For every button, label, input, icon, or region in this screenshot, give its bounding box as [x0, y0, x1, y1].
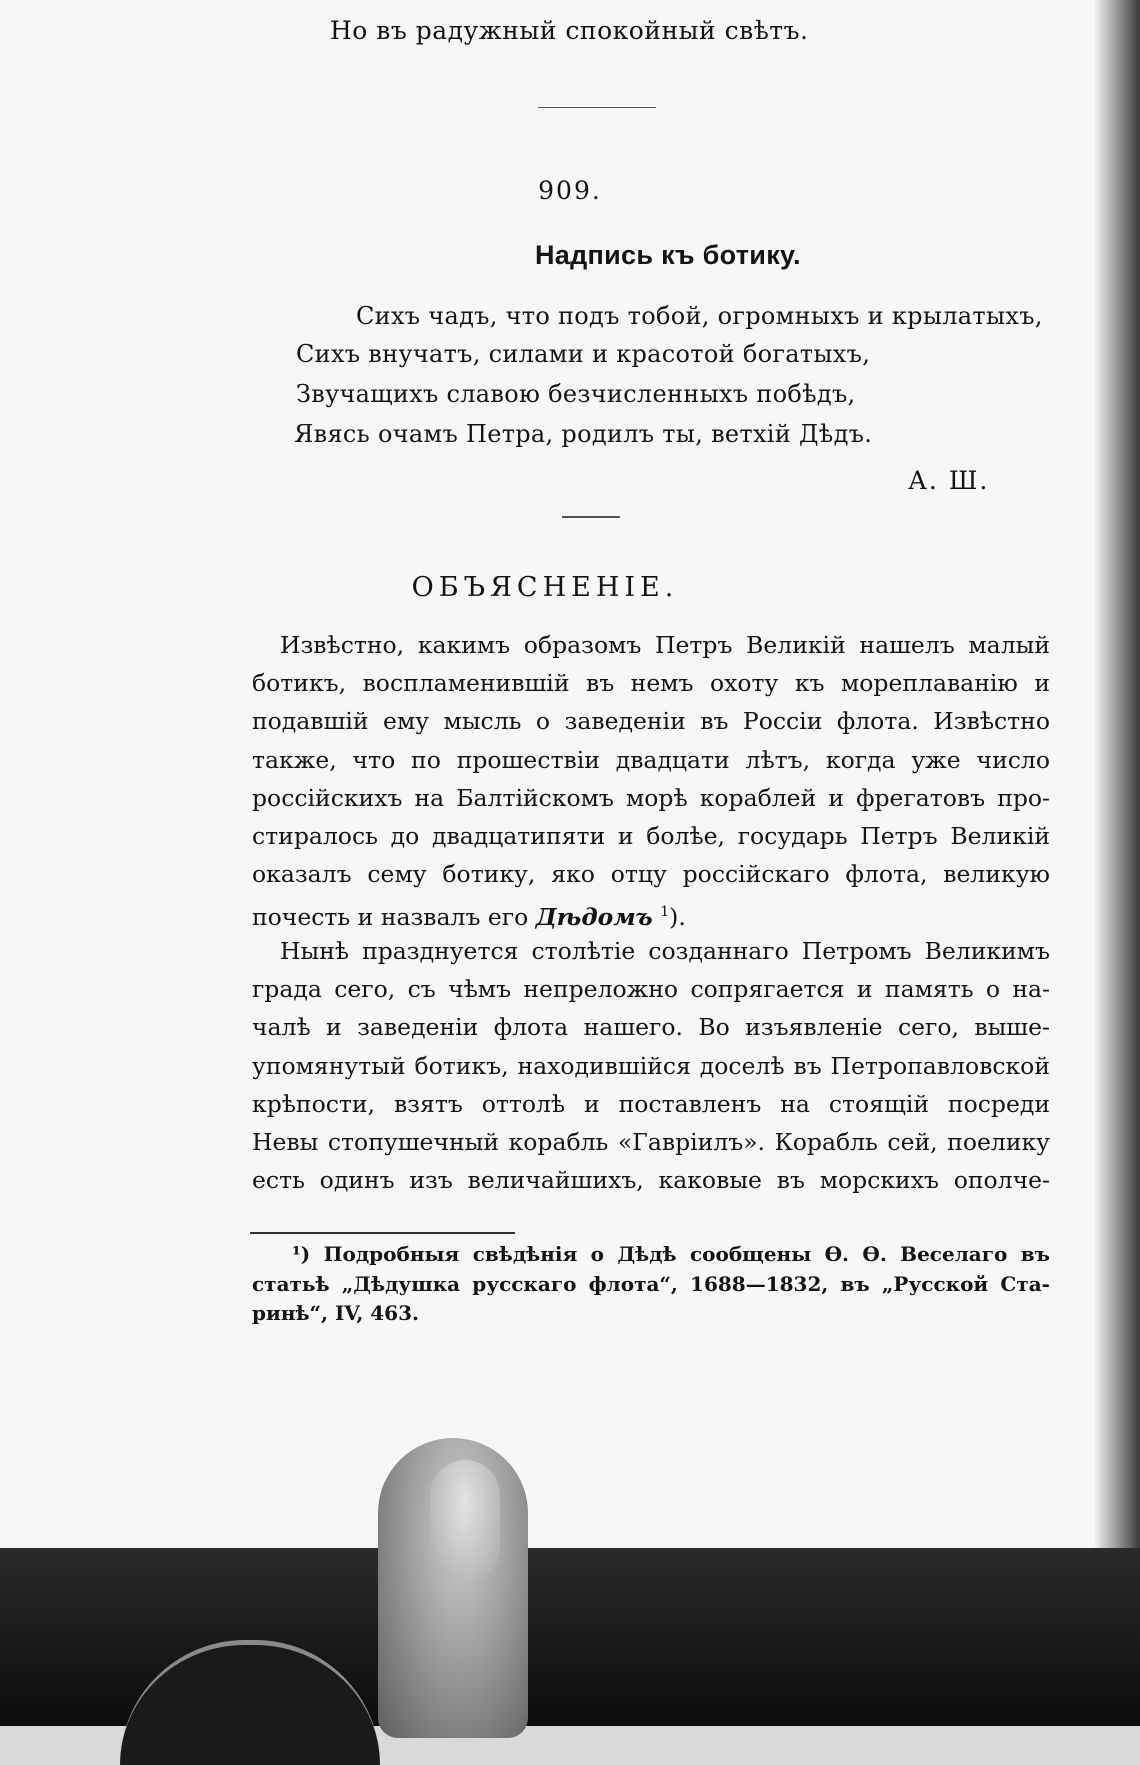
- poem-line-1: Сихъ чадъ, что подъ тобой, огромныхъ и крылатыхъ,: [356, 302, 1043, 330]
- paragraph-last-line: [252, 893, 1050, 931]
- poem-signature: А. Ш.: [908, 466, 990, 495]
- footnote-divider: [250, 1232, 515, 1234]
- divider-middle: [562, 516, 620, 518]
- poem-line-2: Сихъ внучатъ, силами и красотой богатыхъ,: [296, 340, 871, 368]
- paragraph-line: оказалъ сему ботику, яко отцу россійскаго флота, великую: [252, 860, 1050, 889]
- paragraph-text-end: ).: [669, 903, 686, 932]
- paragraph-line: россійскихъ на Балтійскомъ морѣ кораблей и фрегатовъ про-: [252, 783, 1050, 812]
- paragraph-line: есть одинъ изъ величайшихъ, каковые въ морскихъ ополче-: [252, 1166, 1050, 1195]
- paragraph-line: упомянутый ботикъ, находившійся доселѣ въ Петропавловской: [252, 1051, 1050, 1080]
- divider-top: [538, 107, 656, 108]
- previous-poem-last-line: Но въ радужный спокойный свѣтъ.: [330, 16, 809, 45]
- explanation-heading: ОБЪЯСНЕНІЕ.: [411, 572, 679, 603]
- poem-title: Надпись къ ботику.: [535, 240, 801, 270]
- poem-number: 909.: [538, 176, 602, 205]
- paragraph-line: Невы стопушечный корабль «Гавріилъ». Корабль сей, поелику: [252, 1127, 1050, 1156]
- paragraph-line: Извѣстно, какимъ образомъ Петръ Великій нашелъ малый: [280, 631, 1050, 659]
- poem-line-3: Звучащихъ славою безчисленныхъ побѣдъ,: [296, 380, 856, 408]
- paragraph-line: также, что по прошествіи двадцати лѣтъ, когда уже число: [252, 745, 1050, 774]
- paragraph-line: града сего, съ чѣмъ непреложно сопрягается и память о на-: [252, 975, 1050, 1004]
- explanation-paragraph-2: [252, 932, 1050, 1199]
- paragraph-line: чалѣ и заведеніи флота нашего. Во изъявленіе сего, выше-: [252, 1013, 1050, 1042]
- footnote-line: [252, 1240, 1050, 1270]
- paragraph-line: ботикъ, воспламенившій въ немъ охоту къ мореплаванію и: [252, 669, 1050, 698]
- paragraph-line: стиралось до двадцатипяти и болѣе, государь Петръ Великій: [252, 821, 1050, 850]
- paragraph-line: подавшій ему мысль о заведеніи въ Россіи флота. Извѣстно: [252, 707, 1050, 736]
- paragraph-text: почесть и назвалъ его: [252, 903, 529, 932]
- footnote-reference: 1: [660, 904, 670, 921]
- footnote-line: статьѣ „Дѣдушка русскаго флота“, 1688—1832, въ „Русской Ста-: [252, 1271, 1050, 1296]
- footnote-marker: ¹): [292, 1242, 311, 1266]
- thumbnail-highlight: [430, 1460, 500, 1580]
- page-edge-shadow: [1095, 0, 1140, 1726]
- paragraph-line: Нынѣ празднуется столѣтіе созданнаго Петромъ Великимъ: [280, 937, 1050, 965]
- footnote: [252, 1240, 1050, 1329]
- italic-word: Дѣдомъ: [535, 903, 653, 932]
- poem-line-4: Явясь очамъ Петра, родилъ ты, ветхій Дѣдъ.: [294, 420, 873, 448]
- paragraph-line: крѣпости, взятъ оттолѣ и поставленъ на стоящій посреди: [252, 1089, 1050, 1118]
- explanation-paragraph-1: [252, 626, 1050, 932]
- footnote-line: ринѣ“, IV, 463.: [252, 1301, 419, 1325]
- footnote-text: Подробныя свѣдѣнія о Дѣдѣ сообщены Ѳ. Ѳ. Веселаго въ: [323, 1242, 1050, 1266]
